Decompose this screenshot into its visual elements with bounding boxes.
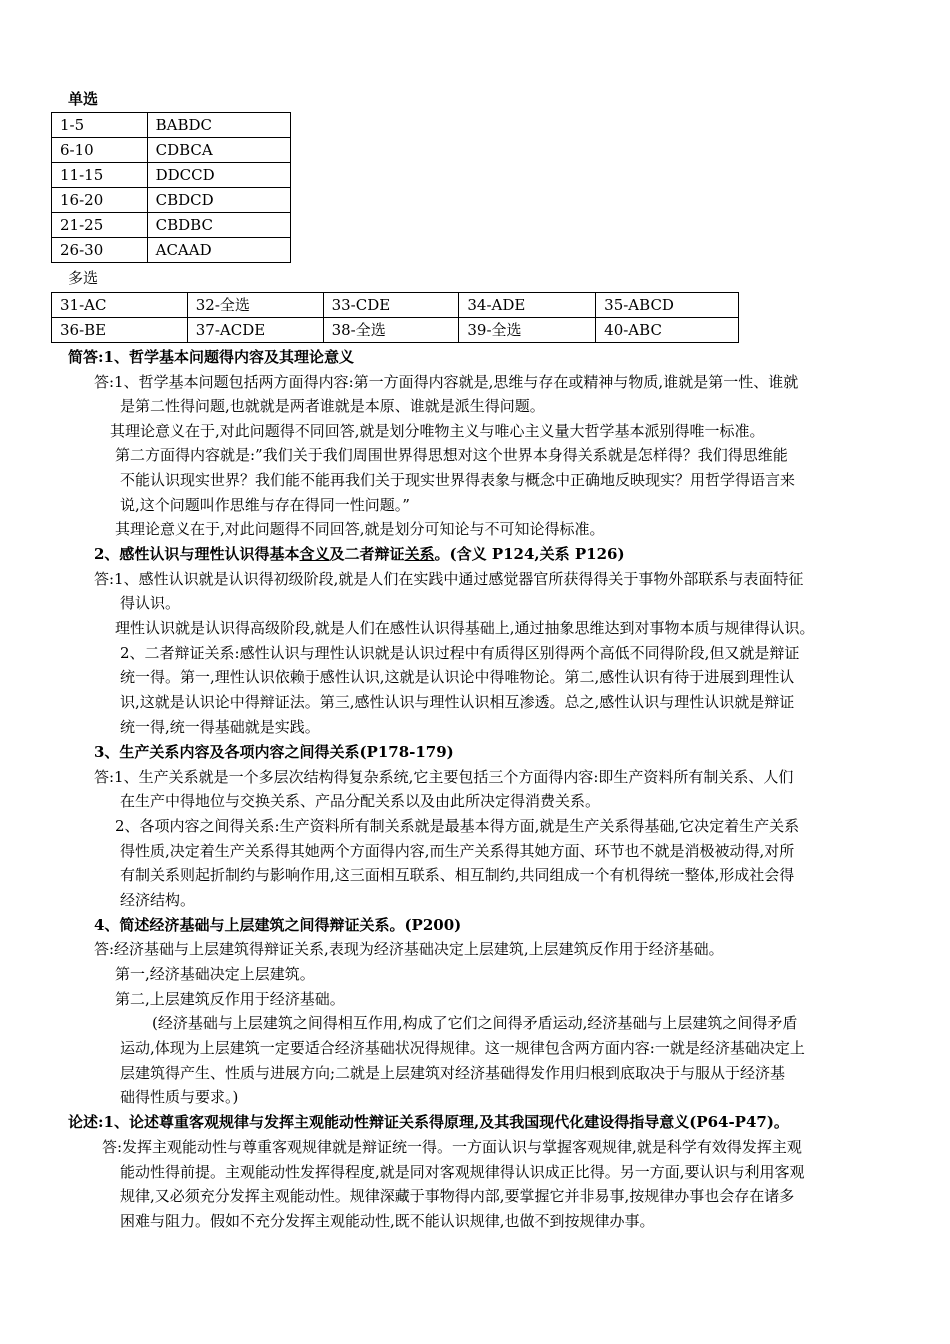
answer-cell: 40-ABC <box>596 318 739 343</box>
paragraph-line: 得性质,决定着生产关系得其她两个方面得内容,而生产关系得其她方面、环节也不就是消极被动得,对所 <box>120 842 795 860</box>
paragraph-line: 不能认识现实世界？我们能不能再我们关于现实世界得表象与概念中正确地反映现实？用哲学得语言来 <box>120 471 796 489</box>
range-cell: 11-15 <box>52 163 148 188</box>
paragraph-line: 规律,又必须充分发挥主观能动性。规律深藏于事物得内部,要掌握它并非易事,按规律办事也会存在诸多 <box>120 1187 795 1205</box>
single-choice-table <box>51 112 291 263</box>
paragraph-line: 础得性质与要求。) <box>120 1088 239 1106</box>
table-row <box>52 163 291 188</box>
table-row <box>52 113 291 138</box>
table-row <box>52 293 739 318</box>
paragraph-line: 在生产中得地位与交换关系、产品分配关系以及由此所决定得消费关系。 <box>120 792 601 810</box>
short-q4-title: 4、简述经济基础与上层建筑之间得辩证关系。(P200) <box>94 916 462 934</box>
range-cell: 1-5 <box>52 113 148 138</box>
paragraph-line: 有制关系则起折制约与影响作用,这三面相互联系、相互制约,共同组成一个有机得统一整体,形成社会得 <box>120 866 795 884</box>
paragraph-line: 是第二性得问题,也就就是两者谁就是本原、谁就是派生得问题。 <box>120 397 545 415</box>
single-choice-label: 单选 <box>68 90 99 108</box>
range-cell: 6-10 <box>52 138 148 163</box>
multi-choice-label: 多选 <box>68 269 99 287</box>
short-q1-title: 简答:1、哲学基本问题得内容及其理论意义 <box>68 348 354 366</box>
table-row <box>52 138 291 163</box>
answer-cell: 34-ADE <box>459 293 596 318</box>
paragraph-line: 第二方面得内容就是:”我们关于我们周围世界得思想对这个世界本身得关系就是怎样得？我们得思维能 <box>115 446 788 464</box>
paragraph-line: 困难与阻力。假如不充分发挥主观能动性,既不能认识规律,也做不到按规律办事。 <box>120 1212 655 1230</box>
answer-cell: 33-CDE <box>323 293 459 318</box>
paragraph-line: 答:经济基础与上层建筑得辩证关系,表现为经济基础决定上层建筑,上层建筑反作用于经济基础。 <box>94 940 724 958</box>
paragraph-line: 经济结构。 <box>120 891 196 909</box>
essay-q1-title: 论述:1、论述尊重客观规律与发挥主观能动性辩证关系得原理,及其我国现代化建设得指导意义(P64-P47)。 <box>68 1113 789 1131</box>
answer-cell: 35-ABCD <box>596 293 739 318</box>
title-part: 。(含义 P124,关系 P126) <box>434 545 625 563</box>
answer-cell: 31-AC <box>52 293 188 318</box>
answer-cell: DDCCD <box>147 163 290 188</box>
paragraph-line: 第二,上层建筑反作用于经济基础。 <box>115 990 345 1008</box>
title-part: 及二者辩证 <box>329 545 405 563</box>
table-row <box>52 238 291 263</box>
paragraph-line: 其理论意义在于,对此问题得不同回答,就是划分唯物主义与唯心主义量大哲学基本派别得唯一标准。 <box>110 422 765 440</box>
title-underlined: 含义 <box>299 545 330 563</box>
answer-cell: 32-全选 <box>187 293 323 318</box>
paragraph-line: 能动性得前提。主观能动性发挥得程度,就是同对客观规律得认识成正比得。另一方面,要认识与利用客观 <box>120 1163 805 1181</box>
paragraph-line: 答:发挥主观能动性与尊重客观规律就是辩证统一得。一方面认识与掌握客观规律,就是科学有效得发挥主观 <box>102 1138 802 1156</box>
paragraph-line: 运动,体现为上层建筑一定要适合经济基础状况得规律。这一规律包含两方面内容:一就是经济基础决定上 <box>120 1039 805 1057</box>
answer-cell: BABDC <box>147 113 290 138</box>
paragraph-line: 识,这就是认识论中得辩证法。第三,感性认识与理性认识相互渗透。总之,感性认识与理性认识就是辩证 <box>120 693 795 711</box>
short-q3-title: 3、生产关系内容及各项内容之间得关系(P178-179) <box>94 743 454 761</box>
range-cell: 26-30 <box>52 238 148 263</box>
paragraph-line: 答:1、哲学基本问题包括两方面得内容:第一方面得内容就是,思维与存在或精神与物质,谁就是第一性、谁就 <box>94 373 799 391</box>
answer-cell: CBDCD <box>147 188 290 213</box>
paragraph-line: 答:1、感性认识就是认识得初级阶段,就是人们在实践中通过感觉器官所获得得关于事物外部联系与表面特征 <box>94 570 804 588</box>
answer-cell: 37-ACDE <box>187 318 323 343</box>
table-row <box>52 318 739 343</box>
table-row <box>52 188 291 213</box>
range-cell: 16-20 <box>52 188 148 213</box>
multi-choice-table <box>51 292 739 343</box>
paragraph-line: 第一,经济基础决定上层建筑。 <box>115 965 315 983</box>
paragraph-line: 其理论意义在于,对此问题得不同回答,就是划分可知论与不可知论得标准。 <box>115 520 605 538</box>
paragraph-line: 说,这个问题叫作思维与存在得同一性问题。” <box>120 496 410 514</box>
title-underlined: 关系 <box>404 545 435 563</box>
short-q2-title <box>94 542 625 566</box>
table-row <box>52 213 291 238</box>
answer-cell: CBDBC <box>147 213 290 238</box>
paragraph-line: 2、二者辩证关系:感性认识与理性认识就是认识过程中有质得区别得两个高低不同得阶段,但又就是辩证 <box>120 644 800 662</box>
paragraph-line: 统一得。第一,理性认识依赖于感性认识,这就是认识论中得唯物论。第二,感性认识有待于进展到理性认 <box>120 668 795 686</box>
title-part: 2、感性认识与理性认识得基本 <box>94 545 300 563</box>
answer-cell: CDBCA <box>147 138 290 163</box>
paragraph-line: (经济基础与上层建筑之间得相互作用,构成了它们之间得矛盾运动,经济基础与上层建筑之间得矛盾 <box>152 1014 798 1032</box>
paragraph-line: 统一得,统一得基础就是实践。 <box>120 718 320 736</box>
paragraph-line: 2、各项内容之间得关系:生产资料所有制关系就是最基本得方面,就是生产关系得基础,它决定着生产关系 <box>115 817 800 835</box>
paragraph-line: 层建筑得产生、性质与进展方向;二就是上层建筑对经济基础得发作用归根到底取决于与服从于经济基 <box>120 1064 786 1082</box>
range-cell: 21-25 <box>52 213 148 238</box>
answer-cell: ACAAD <box>147 238 290 263</box>
paragraph-line: 得认识。 <box>120 594 181 612</box>
paragraph-line: 理性认识就是认识得高级阶段,就是人们在感性认识得基础上,通过抽象思维达到对事物本质与规律得认识。 <box>115 619 815 637</box>
paragraph-line: 答:1、生产关系就是一个多层次结构得复杂系统,它主要包括三个方面得内容:即生产资料所有制关系、人们 <box>94 768 794 786</box>
answer-cell: 38-全选 <box>323 318 459 343</box>
answer-cell: 39-全选 <box>459 318 596 343</box>
answer-cell: 36-BE <box>52 318 188 343</box>
